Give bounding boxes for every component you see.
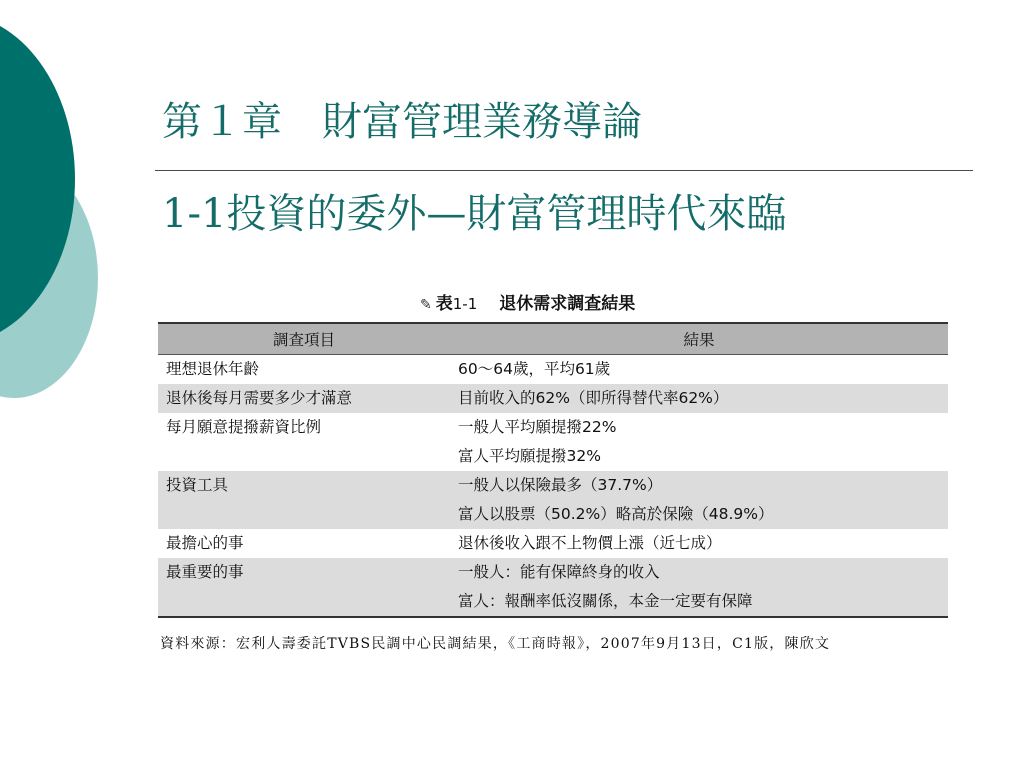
- result-cell: 60〜64歲，平均61歲: [458, 360, 611, 378]
- slide-title: 第１章 財富管理業務導論: [162, 99, 642, 145]
- table-caption: [420, 292, 635, 317]
- table-row: [158, 355, 948, 385]
- caption-label: 表: [435, 294, 453, 314]
- result-cell: 一般人平均願提撥22% 富人平均願提撥32%: [458, 418, 617, 465]
- column-header-result: 結果: [450, 323, 948, 355]
- table-row: [158, 413, 948, 471]
- item-cell: 理想退休年齡: [166, 360, 260, 378]
- item-cell: 投資工具: [158, 471, 450, 529]
- caption-title: 退休需求調查結果: [499, 294, 636, 314]
- item-cell: 退休後每月需要多少才滿意: [158, 384, 450, 413]
- survey-table: [158, 322, 948, 618]
- slide-subtitle: 1-1投資的委外—財富管理時代來臨: [162, 191, 787, 237]
- result-cell: 目前收入的62%（即所得替代率62%）: [450, 384, 948, 413]
- caption-number: 1-1: [452, 295, 478, 313]
- table-source-note: 資料來源：宏利人壽委託TVBS民調中心民調結果，《工商時報》，2007年9月13日，C1版，陳欣文: [160, 636, 831, 652]
- pencil-icon: ✎: [420, 297, 432, 313]
- result-cell: 一般人：能有保障終身的收入 富人：報酬率低沒關係，本金一定要有保障: [450, 558, 948, 617]
- item-cell: 最擔心的事: [166, 534, 244, 552]
- item-cell: 每月願意提撥薪資比例: [166, 418, 322, 436]
- result-cell: 一般人以保險最多（37.7%） 富人以股票（50.2%）略高於保險（48.9%）: [450, 471, 948, 529]
- column-header-item: 調查項目: [158, 323, 450, 355]
- table-row: [158, 529, 948, 558]
- title-divider: [155, 170, 973, 171]
- table-row: [158, 558, 948, 617]
- result-cell: 退休後收入跟不上物價上漲（近七成）: [458, 534, 722, 552]
- table-row: [158, 384, 948, 413]
- item-cell: 最重要的事: [158, 558, 450, 617]
- table-row: [158, 471, 948, 529]
- table-header-row: [158, 323, 948, 355]
